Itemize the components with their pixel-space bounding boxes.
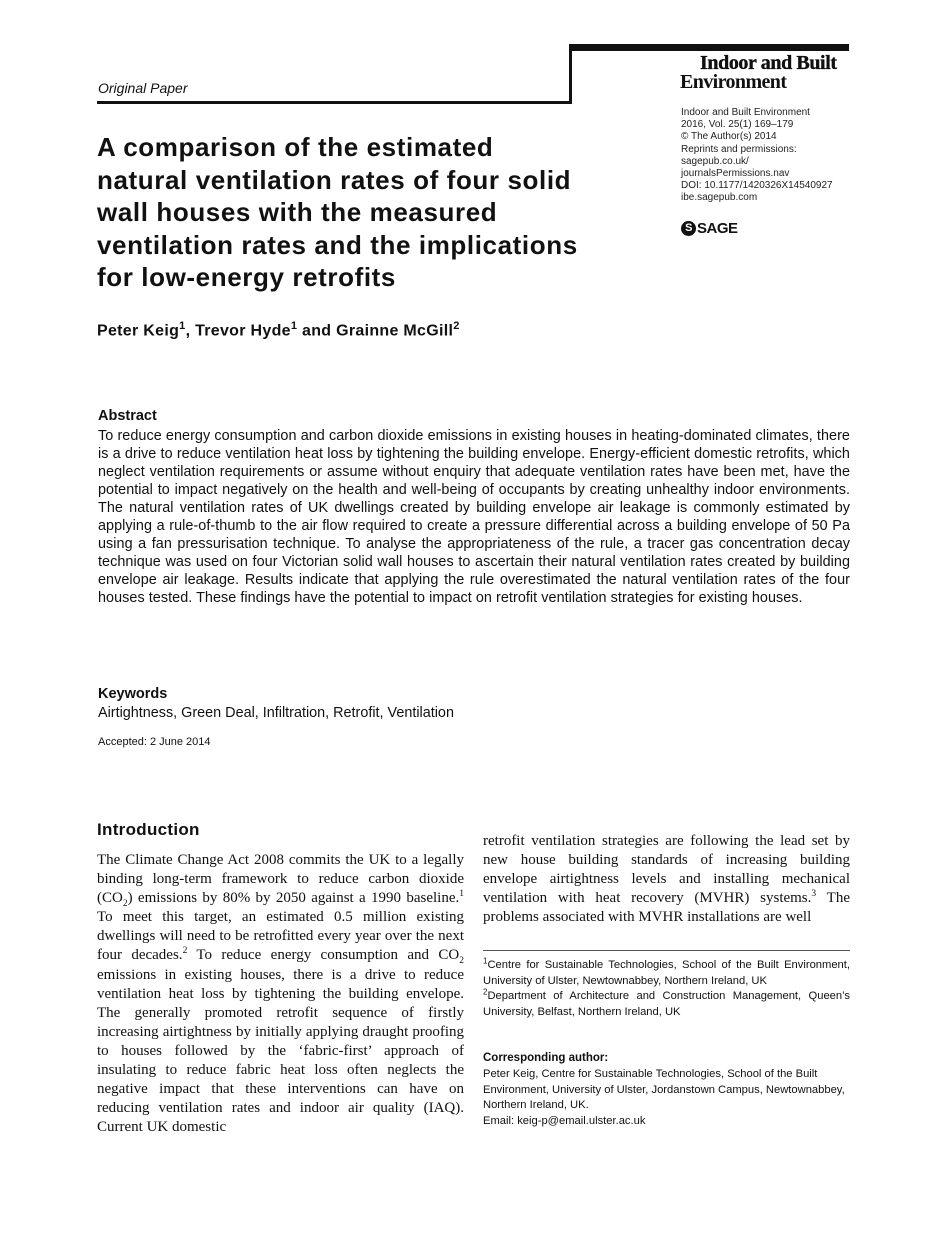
author-separator: and (297, 322, 337, 340)
text-run: To meet this target, an estimated 0.5 million existing dwellings will need to be retrofitted every year over the next four decades. (97, 909, 464, 964)
reference-mark: 1 (459, 889, 464, 900)
affiliation-mark: 1 (483, 956, 488, 966)
affiliations (483, 958, 850, 1020)
text-run: ) emissions by 80% by 2050 against a 1990 baseline. (127, 890, 460, 907)
abstract-text: To reduce energy consumption and carbon dioxide emissions in existing houses in heating-dominated climates, there is a drive to reduce ventilation heat loss by tightening the building envelope. Energy-efficient domestic retrofits, which neglect ventilation requirements or assume without enquiry that adequate ventilation rates have been met, have the potential to impact negatively on the health and well-being of occupants by creating unhealthy indoor environments. The natural ventilation rates of UK dwellings created by building envelope air leakage is commonly estimated by applying a rule-of-thumb to the air flow required to create a pressure differential across a building envelope of 50 Pa using a fan pressurisation technique. To analyse the appropriateness of the rule, a tracer gas concentration decay technique was used on four Victorian solid wall houses to ascertain their natural ventilation rates created by building envelope air leakage. Results indicate that applying the rule overestimated the natural ventilation rates of the four houses tested. These findings have the potential to impact on retrofit ventilation strategies for existing houses. (98, 428, 850, 606)
sage-icon: S (681, 221, 696, 236)
author-name: Trevor Hyde (195, 322, 291, 340)
author-name: Peter Keig (97, 322, 180, 340)
title-line: wall houses with the measured (97, 197, 498, 227)
journal-meta-line: journalsPermissions.nav (681, 168, 790, 180)
journal-meta-line: ibe.sagepub.com (681, 192, 758, 204)
author-list (97, 320, 460, 340)
title-line: ventilation rates and the implications (97, 229, 578, 260)
footnote-divider (483, 950, 850, 951)
text-run: The Climate Change Act 2008 commits the UK to a legally binding long-term framework to reduce carbon dioxide (CO (97, 852, 464, 907)
article-title (97, 131, 667, 294)
journal-meta-line: Reprints and permissions: (681, 143, 797, 155)
accepted-date: Accepted: 2 June 2014 (98, 736, 211, 748)
title-line: natural ventilation rates of four solid (97, 164, 572, 195)
corresponding-author (483, 1067, 850, 1129)
text-run: emissions in existing houses, there is a drive to reduce ventilation heat loss by tightening the building envelope. The generally promoted retrofit sequence of firstly increasing airtightness by initially applying draught proofing to houses followed by the ‘fabric-first’ approach of insulating to reduce fabric heat loss often neglects the negative impact that these interventions can have on reducing ventilation rates and indoor air quality (IAQ). Current UK domestic (97, 966, 464, 1136)
reference-mark: 2 (182, 946, 188, 957)
title-line: for low-energy retrofits (97, 262, 396, 292)
text-run: To reduce energy consumption and CO (187, 947, 460, 964)
abstract-heading: Abstract (98, 408, 157, 424)
author-affiliation-mark: 1 (179, 320, 186, 332)
introduction-heading: Introduction (97, 820, 200, 839)
journal-meta-line: 2016, Vol. 25(1) 169–179 (681, 119, 794, 131)
subscript: 2 (122, 899, 128, 910)
journal-meta-line: © The Author(s) 2014 (681, 131, 777, 143)
publisher-logo (681, 220, 738, 237)
journal-meta (681, 107, 833, 205)
author-separator: , (185, 322, 196, 340)
author-affiliation-mark: 2 (453, 320, 460, 332)
text-run: retrofit ventilation strategies are following the lead set by new house building standards of increasing building envelope airtightness levels and installing mechanical ventilation with heat recovery (MVHR) systems. (483, 833, 850, 907)
intro-left-column (97, 851, 464, 1137)
affiliation-text: Department of Architecture and Construction Management, Queen’s University, Belfast, Northern Ireland, UK (483, 990, 850, 1018)
affiliation-mark: 2 (483, 987, 488, 997)
keywords-heading: Keywords (98, 686, 168, 702)
header-top-rule (569, 44, 849, 51)
affiliation-2 (483, 989, 850, 1020)
journal-meta-line: Indoor and Built Environment (681, 107, 810, 118)
header-vertical-rule (569, 46, 572, 104)
journal-logo-line2: Environment (680, 71, 787, 93)
corresponding-author-email: Email: keig-p@email.ulster.ac.uk (483, 1114, 646, 1127)
author-affiliation-mark: 1 (290, 320, 298, 332)
journal-logo-line1: Indoor and Built (700, 52, 837, 74)
text-run: The problems associated with MVHR installations are well (483, 890, 850, 926)
journal-meta-line: DOI: 10.1177/1420326X14540927 (681, 180, 833, 192)
header-left-rule (97, 101, 570, 104)
keywords-text: Airtightness, Green Deal, Infiltration, Retrofit, Ventilation (98, 705, 454, 721)
affiliation-1 (483, 958, 850, 989)
title-line: A comparison of the estimated (97, 132, 494, 162)
section-label: Original Paper (98, 80, 188, 96)
intro-right-column (483, 832, 850, 927)
author-name: Grainne McGill (336, 322, 454, 340)
subscript: 2 (459, 956, 464, 967)
journal-meta-line: sagepub.co.uk/ (681, 155, 749, 167)
corresponding-author-address: Peter Keig, Centre for Sustainable Technologies, School of the Built Environment, University of Ulster, Jordanstown Campus, Newtownabbey, Northern Ireland, UK. (483, 1068, 845, 1111)
affiliation-text: Centre for Sustainable Technologies, School of the Built Environment, University of Ulster, Newtownabbey, Northern Ireland, UK (483, 959, 850, 987)
corresponding-author-heading: Corresponding author: (483, 1052, 609, 1064)
journal-logo (680, 54, 837, 92)
reference-mark: 3 (811, 889, 817, 900)
publisher-name: SAGE (697, 220, 738, 237)
